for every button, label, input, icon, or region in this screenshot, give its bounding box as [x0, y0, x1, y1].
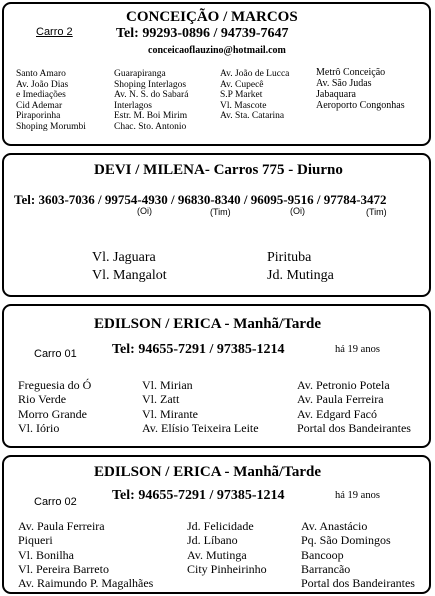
region-column-2	[114, 69, 188, 133]
region-item: Rio Verde	[18, 392, 67, 407]
region-column-2	[187, 519, 267, 576]
region-item: Shoping Interlagos	[114, 79, 187, 90]
years-label: há 19 anos	[335, 344, 380, 355]
region-item: Av. São Judas	[316, 78, 372, 89]
region-item: Pq. São Domingos	[301, 533, 391, 548]
region-item: Av. Raimundo P. Magalhães	[18, 576, 154, 591]
carro-label: Carro 01	[34, 348, 77, 360]
region-column-1	[92, 249, 167, 285]
card-devi-milena	[2, 153, 431, 297]
region-item: Aeroporto Congonhas	[316, 100, 405, 111]
region-item: Santo Amaro	[16, 69, 66, 79]
phone-numbers: Tel: 3603-7036 / 99754-4930 / 96830-8340 / 96095-9516 / 97784-3472	[14, 192, 387, 207]
region-item: S.P Market	[220, 90, 263, 101]
region-column-3	[220, 69, 289, 122]
region-item: Av. Cupecê	[220, 79, 264, 90]
region-item: Jd. Mutinga	[267, 268, 334, 283]
region-item: Av. Sta. Catarina	[220, 111, 285, 122]
region-item: e Imediações	[16, 90, 66, 101]
card-title: EDILSON / ERICA - Manhã/Tarde	[94, 464, 321, 480]
region-item: Vl. Mascote	[220, 100, 267, 111]
region-item: Portal dos Bandeirantes	[297, 420, 411, 435]
region-column-2	[267, 249, 334, 285]
region-item: Guarapiranga	[114, 69, 166, 79]
operator-label: (Oi)	[290, 206, 305, 216]
region-item: Jd. Felicidade	[187, 519, 254, 533]
region-item: Jd. Líbano	[187, 533, 238, 548]
region-column-3	[297, 378, 411, 435]
region-item: City Pinheirinho	[187, 561, 267, 576]
region-item: Barrancão	[301, 561, 351, 576]
region-item: Estr. M. Boi Mirim	[114, 111, 188, 122]
operator-label: (Oi)	[137, 206, 152, 216]
region-item: Freguesia do Ó	[18, 378, 92, 392]
carro-label: Carro 2	[36, 26, 73, 38]
region-item: Av. João Dias	[16, 79, 69, 90]
phone-numbers: Tel: 99293-0896 / 94739-7647	[116, 26, 289, 41]
region-item: Vl. Zatt	[142, 392, 180, 407]
region-item: Av. Petronio Potela	[297, 378, 390, 392]
region-column-1	[16, 69, 86, 133]
region-item: Cid Ademar	[16, 100, 63, 111]
card-title: CONCEIÇÃO / MARCOS	[126, 9, 298, 25]
region-item: Metrô Conceição	[316, 67, 386, 78]
region-item: Vl. Jaguara	[92, 250, 156, 265]
region-column-3	[301, 519, 415, 590]
region-item: Av. João de Lucca	[220, 69, 290, 79]
region-item: Morro Grande	[18, 406, 87, 421]
region-item: Av. Paula Ferreira	[18, 519, 105, 533]
region-item: Av. Mutinga	[187, 547, 247, 562]
operator-label: (Tim)	[366, 207, 387, 217]
card-title: EDILSON / ERICA - Manhã/Tarde	[94, 316, 321, 332]
region-item: Av. Edgard Facó	[297, 406, 377, 421]
region-item: Portal dos Bandeirantes	[301, 576, 415, 591]
region-item: Piqueri	[18, 533, 53, 548]
region-item: Bancoop	[301, 547, 344, 562]
region-item: Vl. Mirian	[142, 378, 193, 392]
region-item: Av. Anastácio	[301, 519, 368, 533]
region-item: Pirituba	[267, 250, 312, 265]
card-edilson-erica-1	[2, 304, 431, 448]
card-conceicao-marcos	[2, 2, 431, 146]
region-item: Vl. Bonilha	[18, 547, 74, 562]
region-item: Vl. Iório	[18, 420, 60, 435]
region-item: Jabaquara	[316, 89, 356, 100]
region-column-1	[18, 519, 153, 590]
region-item: Shoping Morumbi	[16, 121, 86, 132]
region-column-2	[142, 378, 259, 435]
years-label: há 19 anos	[335, 490, 380, 501]
region-column-4	[316, 67, 405, 111]
region-item: Interlagos	[114, 100, 152, 111]
phone-numbers: Tel: 94655-7291 / 97385-1214	[112, 342, 285, 357]
card-edilson-erica-2	[2, 455, 431, 594]
region-item: Chac. Sto. Antonio	[114, 121, 187, 132]
region-item: Vl. Pereira Barreto	[18, 561, 109, 576]
region-item: Piraporinha	[16, 111, 61, 122]
region-item: Vl. Mirante	[142, 406, 198, 421]
region-item: Av. N. S. do Sabará	[114, 90, 189, 101]
region-item: Av. Paula Ferreira	[297, 392, 384, 407]
region-column-1	[18, 378, 91, 435]
operator-label: (Tim)	[210, 207, 231, 217]
phone-numbers: Tel: 94655-7291 / 97385-1214	[112, 488, 285, 503]
email-address: conceicaoflauzino@hotmail.com	[148, 45, 286, 56]
region-item: Vl. Mangalot	[92, 268, 167, 283]
carro-label: Carro 02	[34, 496, 77, 508]
card-title: DEVI / MILENA- Carros 775 - Diurno	[94, 162, 343, 178]
region-item: Av. Elísio Teixeira Leite	[142, 420, 259, 435]
